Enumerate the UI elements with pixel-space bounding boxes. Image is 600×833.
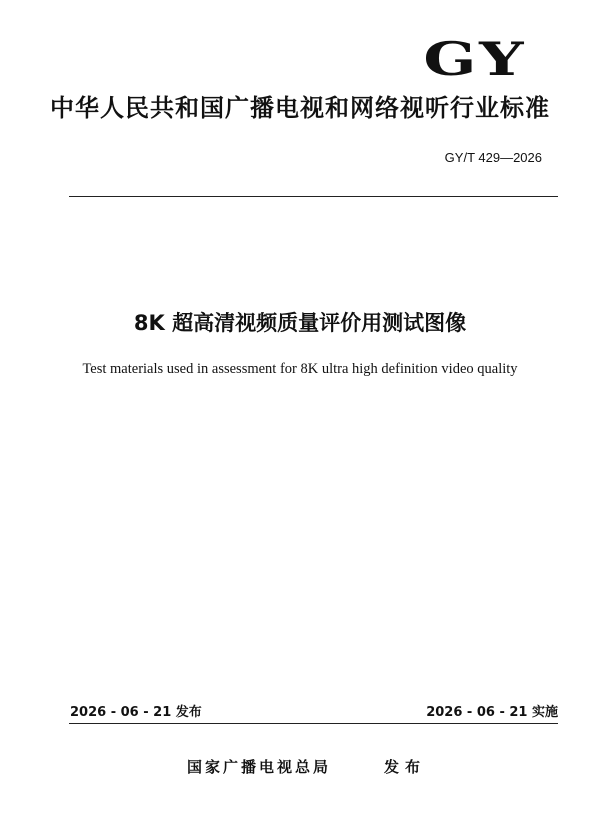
standard-number: GY/T 429—2026 <box>444 150 542 165</box>
document-title-english: Test materials used in assessment for 8K ultra high definition video quality <box>82 361 518 377</box>
document-title-chinese: 8K 超高清视频质量评价用测试图像 <box>133 311 467 335</box>
footer-divider <box>69 723 558 724</box>
issue-label: 发布 <box>384 758 427 776</box>
header-divider <box>69 196 558 197</box>
implementation-date: 2026 - 06 - 21 实施 <box>426 705 558 720</box>
gy-logo: GY <box>423 32 526 86</box>
issue-date: 2026 - 06 - 21 发布 <box>70 705 202 720</box>
standard-category-title: 中华人民共和国广播电视和网络视听行业标准 <box>50 94 550 122</box>
issuing-authority: 国家广播电视总局 <box>187 758 332 776</box>
